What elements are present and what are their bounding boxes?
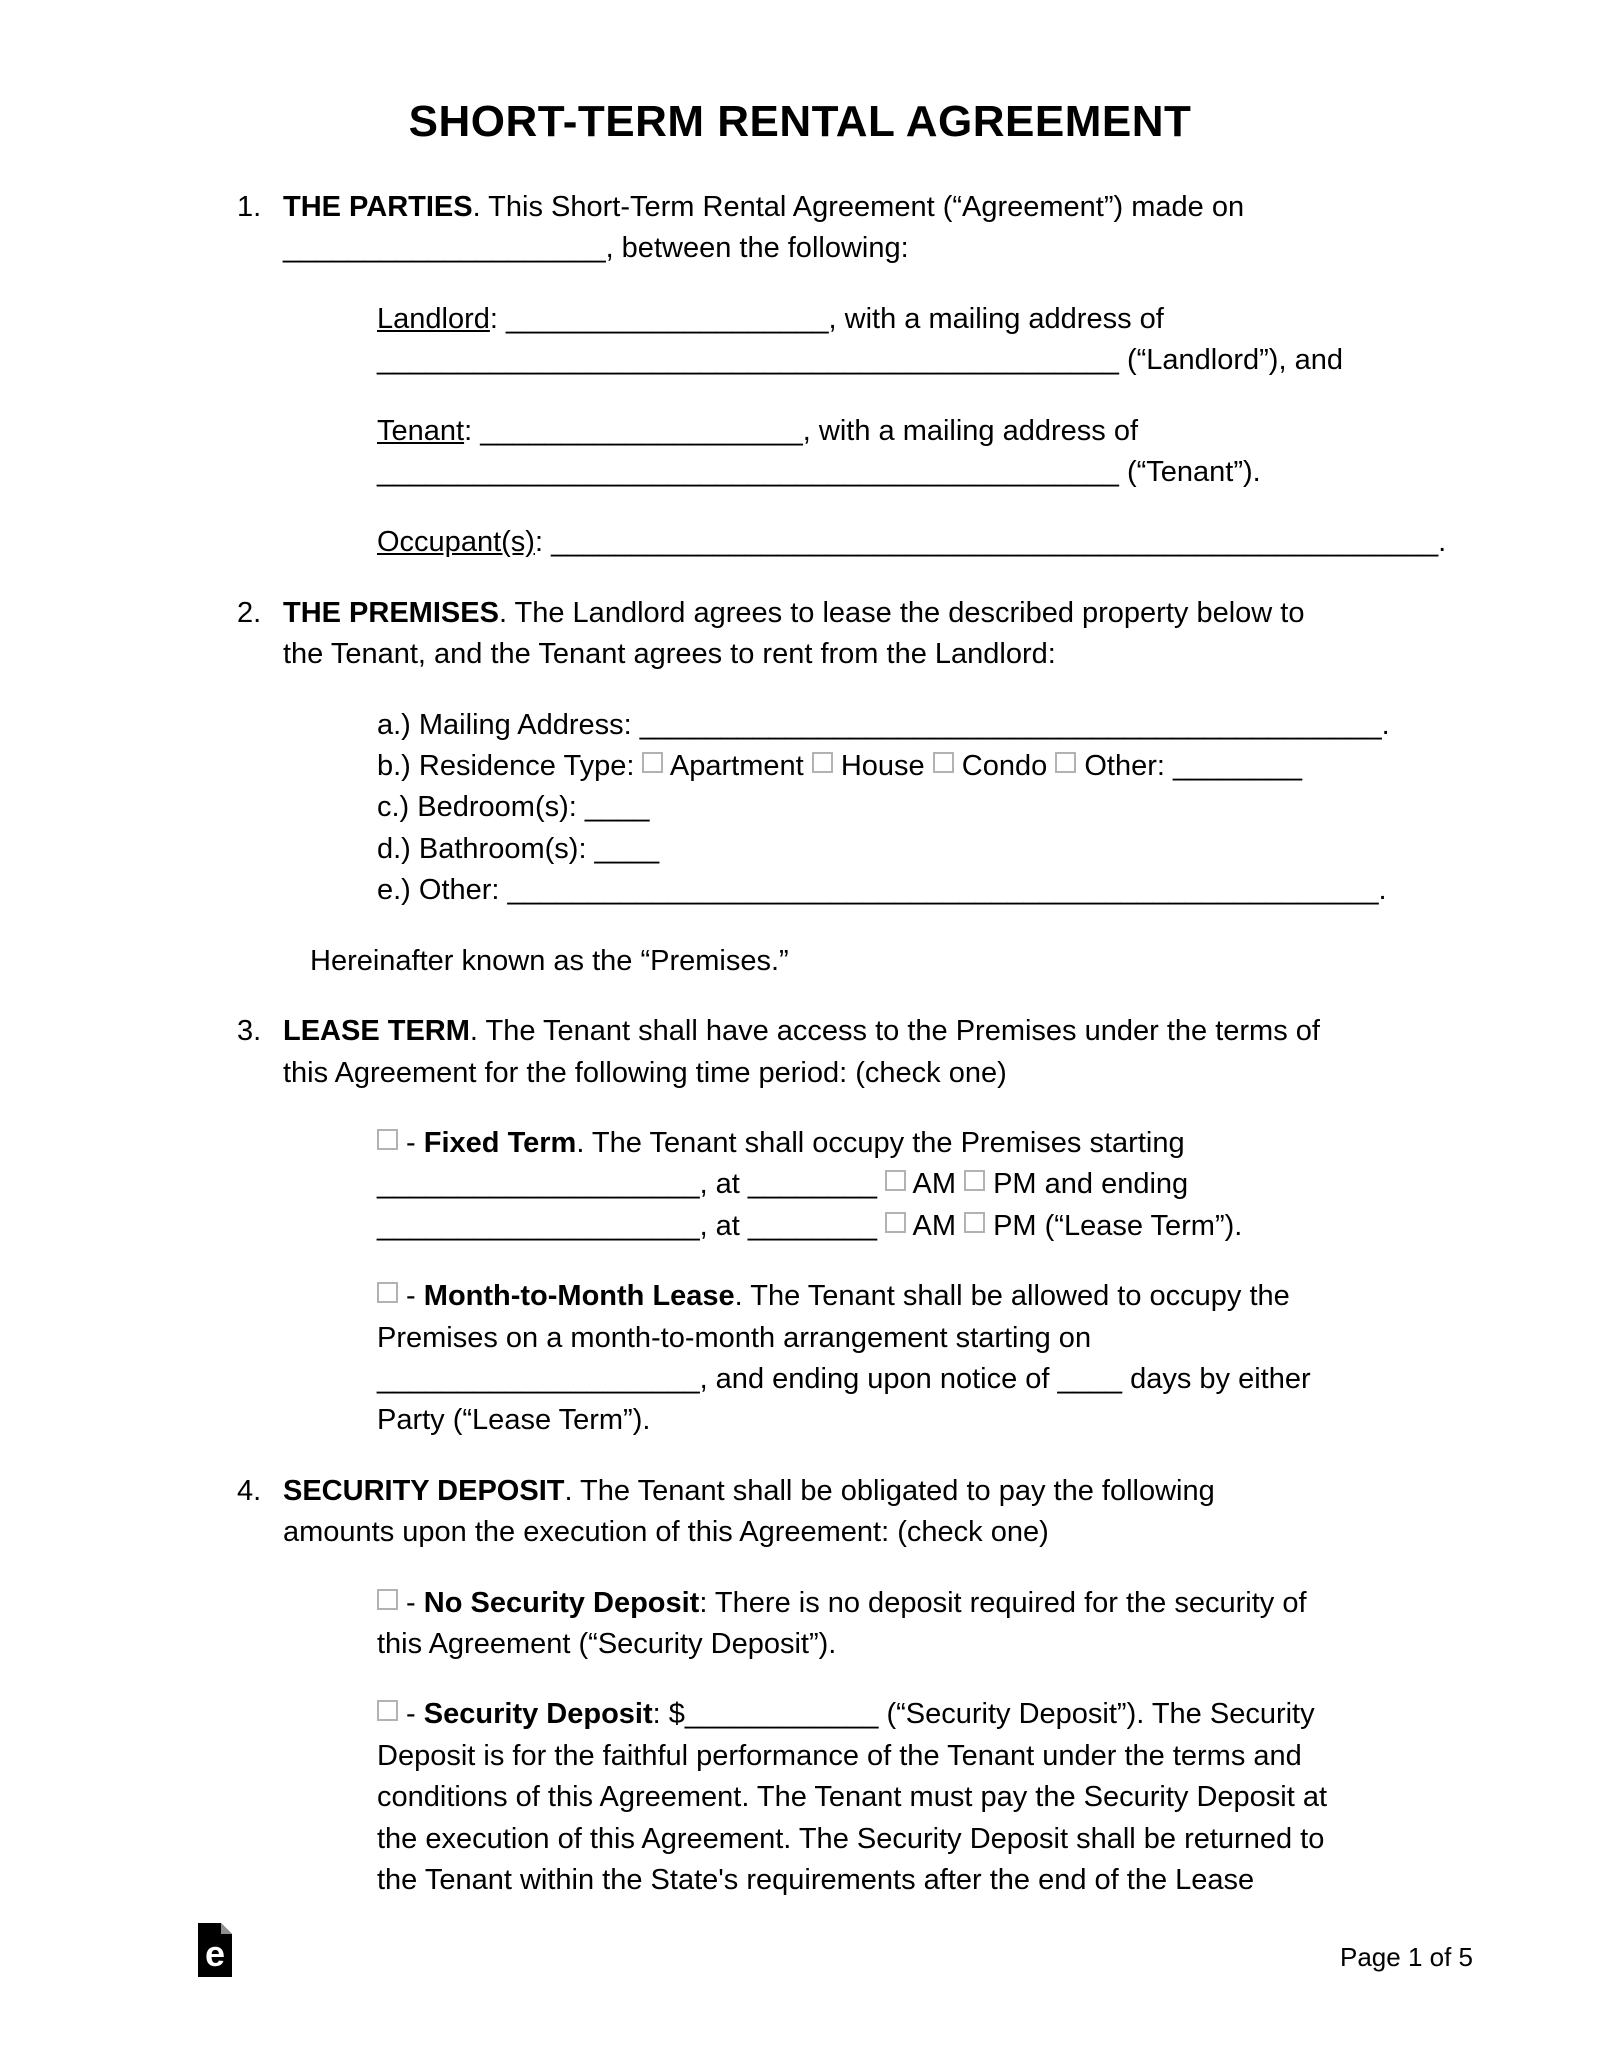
option-apartment-label: Apartment — [663, 750, 812, 783]
occupants-label: Occupant(s) — [377, 526, 535, 559]
fixed-start-am-label: AM — [906, 1168, 965, 1201]
security-deposit-line-2 — [283, 1512, 1480, 1553]
page-title: SHORT-TERM RENTAL AGREEMENT — [408, 97, 1192, 146]
no-deposit-dash: - — [398, 1586, 424, 1619]
premises-item-a — [377, 705, 1480, 746]
deposit-line-3 — [377, 1777, 1480, 1818]
checkbox-fixed-end-pm[interactable] — [964, 1212, 985, 1233]
hereinafter-block — [310, 941, 1480, 982]
security-deposit-line-1 — [283, 1471, 1480, 1512]
checkbox-fixed-start-pm[interactable] — [964, 1170, 985, 1191]
parties-intro-text: . This Short-Term Rental Agreement (“Agreement”) made on — [472, 191, 1245, 223]
lease-term-intro-text-2: this Agreement for the following time period: (check one) — [283, 1056, 1007, 1089]
no-deposit-text-1: : There is no deposit required for the security of — [699, 1586, 1307, 1619]
checkbox-apartment[interactable] — [642, 752, 663, 773]
premises-heading: THE PREMISES — [283, 596, 499, 629]
hereinafter-text: Hereinafter known as the “Premises.” — [310, 944, 789, 977]
option-other-blank: Other: ________ — [1076, 750, 1303, 783]
page-number: Page 1 of 5 — [1340, 1942, 1473, 1972]
section-the-premises — [237, 593, 1480, 676]
deposit-line-1 — [377, 1694, 1480, 1735]
lease-term-line-2 — [283, 1053, 1480, 1094]
occupants-line — [377, 522, 1480, 563]
occupants-block — [377, 522, 1480, 563]
premises-item-b — [377, 746, 1480, 787]
mtm-line-2 — [377, 1318, 1480, 1359]
premises-line-1 — [283, 593, 1480, 634]
premises-line-2 — [283, 634, 1480, 675]
deposit-line-5 — [377, 1860, 1480, 1901]
mtm-label: Month-to-Month Lease — [423, 1280, 735, 1313]
month-to-month-block — [377, 1276, 1480, 1442]
occupants-blank: : _______________________________________________________. — [534, 526, 1447, 559]
parties-heading: THE PARTIES — [283, 191, 473, 223]
mtm-line-3 — [377, 1359, 1480, 1400]
hereinafter-line — [310, 941, 1480, 982]
premises-intro-text-2: the Tenant, and the Tenant agrees to rent from the Landlord: — [283, 638, 1056, 671]
residence-type-label: b.) Residence Type: — [377, 750, 643, 783]
lease-term-line-1 — [283, 1011, 1480, 1052]
premises-items — [377, 705, 1480, 912]
tenant-line-1 — [377, 411, 1480, 452]
lease-term-intro-text: . The Tenant shall have access to the Premises under the terms of — [469, 1015, 1320, 1048]
lease-term-heading: LEASE TERM — [283, 1015, 470, 1048]
no-deposit-label: No Security Deposit — [423, 1586, 700, 1619]
fixed-term-text: . The Tenant shall occupy the Premises starting — [576, 1126, 1185, 1159]
section-number-1: 1. — [237, 191, 262, 223]
premises-item-d — [377, 829, 1480, 870]
fixed-term-label: Fixed Term — [423, 1126, 577, 1159]
mtm-text-2: Premises on a month-to-month arrangement starting on — [377, 1321, 1092, 1354]
checkbox-fixed-start-am[interactable] — [885, 1170, 906, 1191]
bedrooms-blank: c.) Bedroom(s): ____ — [377, 791, 650, 824]
bathrooms-blank: d.) Bathroom(s): ____ — [377, 832, 660, 865]
no-deposit-line-1 — [377, 1583, 1480, 1624]
landlord-name-blank: : ____________________, with a mailing address of — [489, 302, 1164, 335]
checkbox-no-security-deposit[interactable] — [377, 1589, 398, 1610]
mtm-dash: - — [398, 1280, 424, 1313]
agreement-date-blank: ____________________, between the following: — [283, 232, 909, 265]
option-condo-label: Condo — [953, 750, 1056, 783]
parties-line-1 — [283, 187, 1480, 228]
deposit-text-3: conditions of this Agreement. The Tenant must pay the Security Deposit at — [377, 1781, 1328, 1814]
deposit-text-2: Deposit is for the faithful performance of the Tenant under the terms and — [377, 1739, 1302, 1772]
section-security-deposit — [237, 1471, 1480, 1554]
tenant-label: Tenant — [377, 414, 465, 447]
checkbox-month-to-month[interactable] — [377, 1282, 398, 1303]
fixed-end-pm-label: PM (“Lease Term”). — [985, 1209, 1243, 1242]
landlord-label: Landlord — [377, 302, 490, 335]
tenant-block — [377, 411, 1480, 494]
fixed-start-date-time-blank: ____________________, at ________ — [377, 1168, 886, 1201]
mtm-start-date-notice-blank: ____________________, and ending upon notice of ____ days by either — [377, 1362, 1311, 1395]
tenant-address-blank: ______________________________________________ (“Tenant”). — [377, 456, 1261, 489]
tenant-line-2 — [377, 452, 1480, 493]
no-deposit-line-2 — [377, 1624, 1480, 1665]
checkbox-fixed-term[interactable] — [377, 1129, 398, 1150]
security-deposit-intro-text: . The Tenant shall be obligated to pay the following — [564, 1474, 1215, 1507]
security-deposit-intro-text-2: amounts upon the execution of this Agreement: (check one) — [283, 1516, 1049, 1549]
tenant-name-blank: : ____________________, with a mailing address of — [464, 414, 1139, 447]
section-the-parties — [237, 187, 1480, 270]
checkbox-condo[interactable] — [933, 752, 954, 773]
mtm-text-4: Party (“Lease Term”). — [377, 1404, 651, 1437]
deposit-amount-blank: : $____________ (“Security Deposit”). The Security — [652, 1698, 1315, 1731]
mtm-line-4 — [377, 1400, 1480, 1441]
no-deposit-text-2: this Agreement (“Security Deposit”). — [377, 1627, 837, 1660]
premises-item-c — [377, 787, 1480, 828]
deposit-block — [377, 1694, 1480, 1901]
premises-other-blank: e.) Other: ______________________________________________________. — [377, 874, 1387, 907]
mtm-line-1 — [377, 1276, 1480, 1317]
fixed-term-line-1 — [377, 1123, 1480, 1164]
deposit-label: Security Deposit — [423, 1698, 653, 1731]
premises-item-e — [377, 870, 1480, 911]
deposit-text-5: the Tenant within the State's requirements after the end of the Lease — [377, 1864, 1255, 1896]
checkbox-house[interactable] — [812, 752, 833, 773]
eforms-logo-letter: e — [204, 1933, 226, 1974]
parties-line-2 — [283, 228, 1480, 269]
checkbox-fixed-end-am[interactable] — [885, 1212, 906, 1233]
deposit-line-2 — [377, 1736, 1480, 1777]
mailing-address-blank: a.) Mailing Address: ______________________________________________. — [377, 708, 1390, 741]
fixed-end-am-label: AM — [906, 1209, 965, 1242]
no-deposit-block — [377, 1583, 1480, 1666]
fixed-start-pm-label: PM and ending — [985, 1168, 1189, 1201]
section-lease-term — [237, 1011, 1480, 1094]
fixed-term-block — [377, 1123, 1480, 1247]
landlord-line-2 — [377, 340, 1480, 381]
fixed-end-date-time-blank: ____________________, at ________ — [377, 1209, 886, 1242]
deposit-dash: - — [398, 1698, 424, 1731]
deposit-line-4 — [377, 1819, 1480, 1860]
landlord-block — [377, 299, 1480, 382]
section-number-4: 4. — [237, 1474, 262, 1507]
fixed-term-line-3 — [377, 1206, 1480, 1247]
option-house-label: House — [832, 750, 933, 783]
section-number-2: 2. — [237, 596, 262, 629]
checkbox-other-residence[interactable] — [1055, 752, 1076, 773]
fixed-term-dash: - — [398, 1126, 424, 1159]
landlord-address-blank: ______________________________________________ (“Landlord”), and — [377, 344, 1343, 377]
checkbox-security-deposit[interactable] — [377, 1700, 398, 1721]
section-number-3: 3. — [237, 1015, 262, 1048]
mtm-text-1: . The Tenant shall be allowed to occupy the — [734, 1280, 1290, 1313]
premises-intro-text: . The Landlord agrees to lease the described property below to — [498, 596, 1305, 629]
fixed-term-line-2 — [377, 1164, 1480, 1205]
eforms-logo — [198, 1923, 232, 1977]
deposit-text-4: the execution of this Agreement. The Security Deposit shall be returned to — [377, 1822, 1325, 1855]
security-deposit-heading: SECURITY DEPOSIT — [283, 1474, 565, 1507]
landlord-line-1 — [377, 299, 1480, 340]
